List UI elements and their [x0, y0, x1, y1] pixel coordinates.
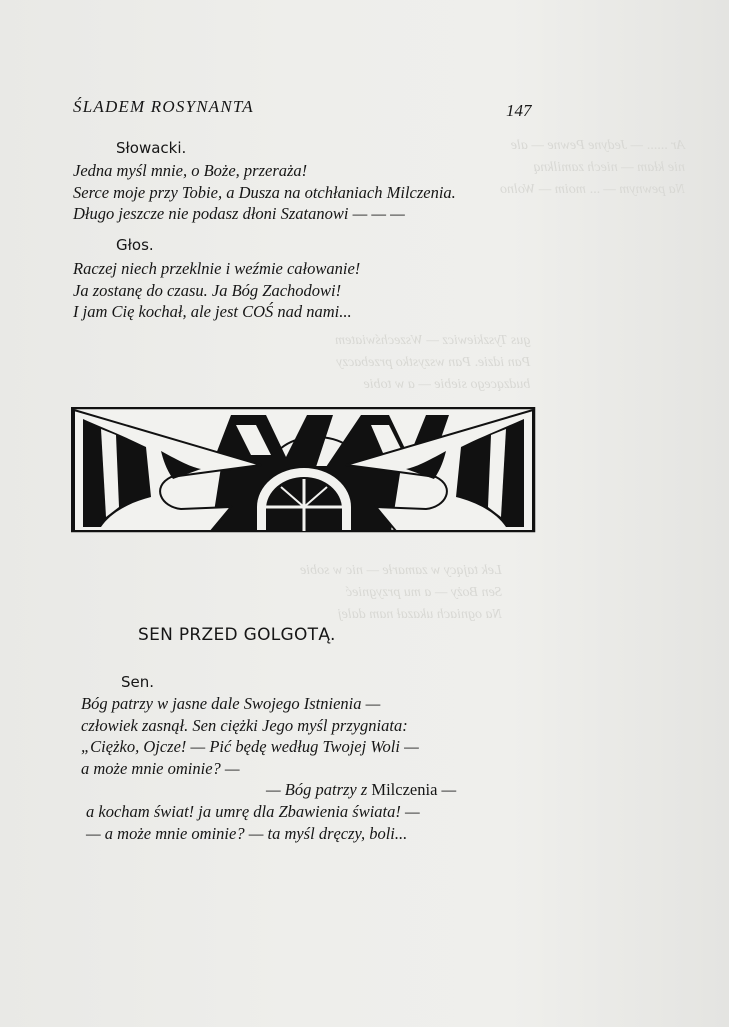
verse-line: a może mnie ominie? — [81, 758, 240, 778]
verse-line: Długo jeszcze nie podasz dłoni Szatanowi — — — [73, 204, 405, 223]
verse-line: — a może mnie ominie? — ta myśl dręczy, boli... [86, 823, 408, 843]
verse-segment: — Bóg patrzy z [266, 780, 372, 799]
speaker-slowacki: Słowacki. [116, 139, 187, 157]
verse-segment-upright: Milczenia [371, 780, 438, 799]
ornament-vignette [71, 407, 536, 533]
speaker-glos: Głos. [116, 236, 154, 254]
show-through: gus Tyszkiewicz — Wszechświatem Pan idzie. Pan wszystko przebaczy budzącego siebie — a w tobie [335, 333, 531, 392]
verse-block-sen [81, 693, 419, 779]
verse-line-indented [266, 779, 456, 801]
verse-block-slowacki [73, 160, 456, 225]
verse-line: I jam Cię kochał, ale jest COŚ nad nami... [73, 302, 352, 321]
verse-line: Jedna myśl mnie, o Boże, przeraża! [73, 161, 308, 180]
verse-line: „Ciężko, Ojcze! — Pić będę według Twojej Woli — [81, 737, 419, 756]
verse-line: Ja zostanę do czasu. Ja Bóg Zachodowi! [73, 280, 342, 300]
verse-segment: — [437, 780, 457, 799]
verse-line: Raczej niech przeklnie i weźmie całowanie! [73, 259, 361, 278]
show-through: Ar ...... — Jedyne Pewne — ale nie kłam — niech zamilkną Na pewnym — ... moim — Wolno [500, 138, 685, 197]
running-title: ŚLADEM ROSYNANTA [73, 97, 254, 116]
page-number: 147 [506, 101, 532, 120]
show-through: Lek tający w zamarłe — nic w sobie Sen Boży — a mu przygnieć Na ogniach ukazał nam dalej [300, 563, 502, 622]
verse-line: człowiek zasnął. Sen ciężki Jego myśl przygniata: [81, 715, 408, 735]
verse-block-glos [73, 258, 360, 323]
verse-line: a kocham świat! ja umrę dla Zbawienia świata! — [86, 802, 420, 821]
speaker-sen: Sen. [121, 673, 155, 691]
verse-line: Serce moje przy Tobie, a Dusza na otchłaniach Milczenia. [73, 182, 456, 202]
section-title: SEN PRZED GOLGOTĄ. [138, 625, 336, 645]
verse-block-sen-end [86, 801, 420, 844]
verse-line: Bóg patrzy w jasne dale Swojego Istnienia — [81, 694, 381, 713]
